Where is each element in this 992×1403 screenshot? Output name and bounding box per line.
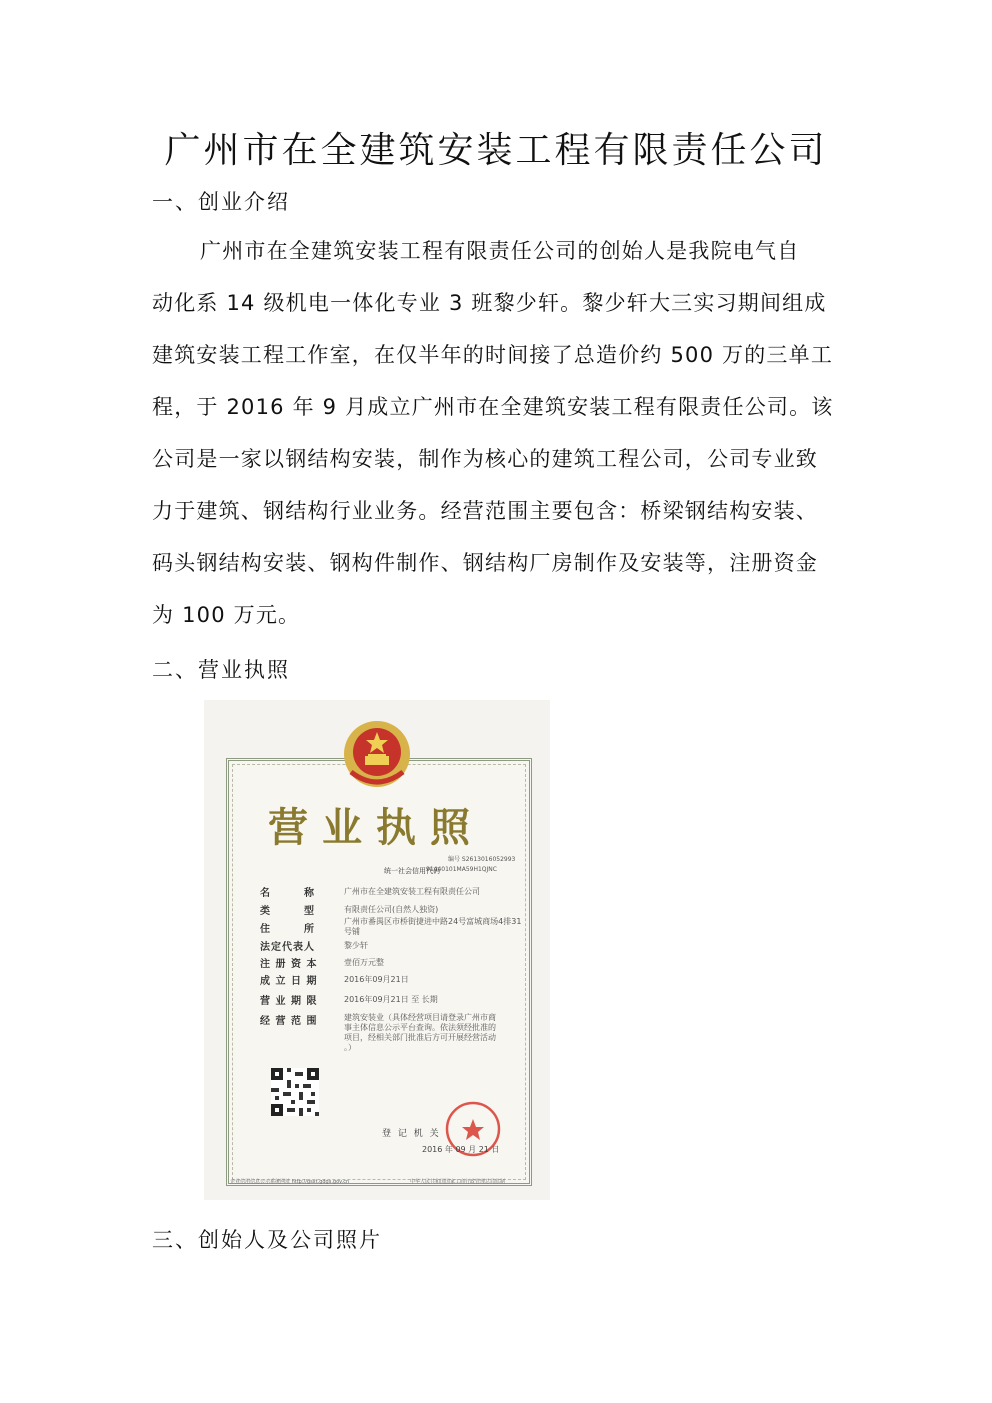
section-heading-intro: 一、创业介绍	[152, 190, 290, 214]
credit-code-value: 91440101MA59H1QJNC	[426, 866, 497, 873]
field-label-established: 成 立 日 期	[260, 976, 318, 987]
field-label-type: 类 型	[260, 906, 315, 917]
field-value-name: 广州市在全建筑安装工程有限责任公司	[344, 887, 480, 896]
field-label-capital: 注 册 资 本	[260, 959, 318, 970]
paragraph-line: 公司是一家以钢结构安装，制作为核心的建筑工程公司，公司专业致	[152, 447, 818, 471]
issue-date: 2016 年 09 月 21 日	[422, 1145, 500, 1154]
field-value-scope-cont: 。）	[344, 1043, 356, 1052]
license-title: 营业执照	[268, 804, 484, 851]
license-serial: 编号 S2613016052993	[448, 856, 516, 863]
field-label-term: 营 业 期 限	[260, 996, 318, 1007]
paragraph-line: 为 100 万元。	[152, 603, 301, 627]
license-footer-right: 中华人民共和国国家工商行政管理总局监制	[410, 1179, 506, 1185]
field-value-established: 2016年09月21日	[344, 975, 409, 984]
field-value-type: 有限责任公司(自然人独资)	[344, 905, 439, 914]
field-label-scope: 经 营 范 围	[260, 1016, 318, 1027]
document-title: 广州市在全建筑安装工程有限责任公司	[164, 130, 828, 171]
field-value-legal-rep: 黎少轩	[344, 941, 368, 950]
paragraph-line: 动化系 14 级机电一体化专业 3 班黎少轩。黎少轩大三实习期间组成	[152, 291, 827, 315]
section-heading-photos: 三、创始人及公司照片	[152, 1228, 382, 1252]
paragraph-line: 广州市在全建筑安装工程有限责任公司的创始人是我院电气自	[200, 239, 800, 263]
field-label-legal-rep: 法定代表人	[260, 942, 315, 953]
license-footer-left: 企业信用信息公示系统网址 http://gsxt.gdgs.gov.cn	[230, 1179, 350, 1185]
section-heading-license: 二、营业执照	[152, 658, 290, 682]
field-value-scope-cont: 项目，经相关部门批准后方可开展经营活动	[344, 1033, 496, 1042]
paragraph-line: 力于建筑、钢结构行业业务。经营范围主要包含：桥梁钢结构安装、	[152, 499, 818, 523]
field-value-term: 2016年09月21日 至 长期	[344, 995, 438, 1004]
field-value-scope: 建筑安装业（具体经营项目请登录广州市商	[344, 1013, 496, 1022]
national-emblem-icon	[341, 718, 413, 790]
qr-code-icon	[271, 1068, 319, 1116]
field-value-address: 广州市番禺区市桥街捷进中路24号富城商场4排31	[344, 917, 522, 926]
business-license-image	[204, 700, 550, 1200]
field-label-address: 住 所	[260, 924, 315, 935]
paragraph-line: 建筑安装工程工作室，在仅半年的时间接了总造价约 500 万的三单工	[152, 343, 834, 367]
registrar-label: 登 记 机 关	[382, 1129, 441, 1139]
paragraph-line: 程，于 2016 年 9 月成立广州市在全建筑安装工程有限责任公司。该	[152, 395, 834, 419]
paragraph-line: 码头钢结构安装、钢构件制作、钢结构厂房制作及安装等，注册资金	[152, 551, 818, 575]
field-value-address-cont: 号铺	[344, 927, 360, 936]
field-label-name: 名 称	[260, 888, 315, 899]
field-value-capital: 壹佰万元整	[344, 958, 384, 967]
field-value-scope-cont: 事主体信息公示平台查询。依法须经批准的	[344, 1023, 496, 1032]
credit-code-label: 统一社会信用代码	[384, 867, 440, 875]
